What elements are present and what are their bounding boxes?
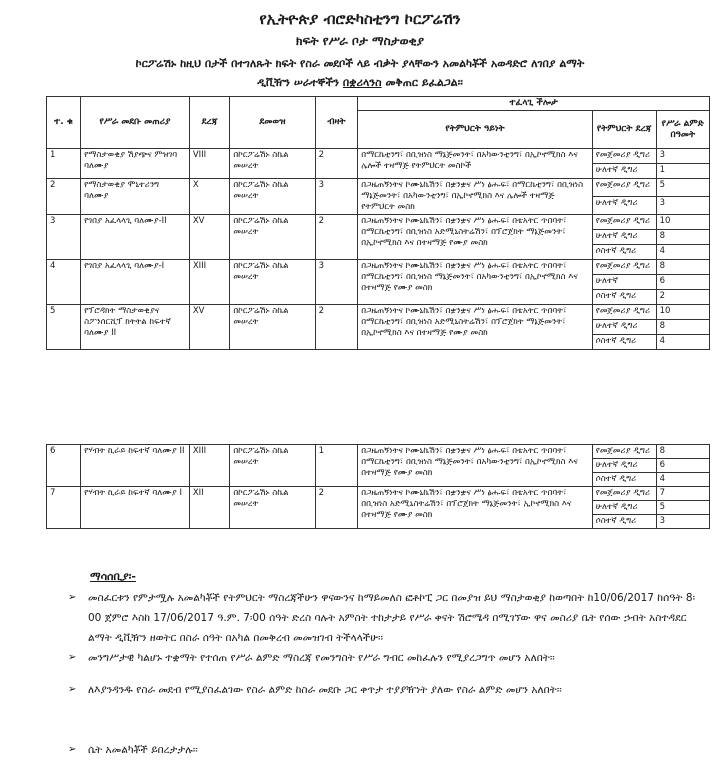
experience-years: 4 — [656, 473, 709, 487]
education-level: ሶስተኛ ዲግሪ — [592, 290, 656, 305]
job-grade: XV — [189, 215, 230, 260]
bullet-icon: ➢ — [68, 652, 77, 663]
job-salary: በኮርፖሬሽኑ ስኬል መሠረት — [230, 179, 315, 215]
education-level: ሶስተኛ ዲግሪ — [592, 515, 656, 529]
education-level: የመጀመሪያ ዲግሪ — [592, 487, 656, 501]
freelance-term: በቋሪላንስ — [342, 76, 382, 89]
col-count: ብዛት — [315, 97, 358, 149]
col-no: ተ. ቁ — [47, 97, 81, 149]
col-experience: የሥራ ልምድ በዓመት — [656, 111, 709, 149]
col-title: የሥራ መደቡ መጠሪያ — [81, 97, 190, 149]
education-level: የመጀመሪያ ዲግሪ — [592, 445, 656, 459]
note-text: ሴት አመልካቾች ይበረታታሉ፡፡ — [88, 744, 198, 756]
job-grade: XIII — [189, 260, 230, 305]
education-level: ሁለተኛ ዲግሪ — [592, 197, 656, 215]
col-level: የትምህርት ደረጃ — [592, 111, 656, 149]
education-level: የመጀመሪያ ዲግሪ — [592, 179, 656, 197]
intro-line-1: ኮርፖሬሽኑ ከዚህ በታች በተገለጹት ክፍት የስራ መደቦች ላይ ብቃት ያላቸውን አመልካቾች አወዳድሮ ለገበያ ልማት — [135, 57, 585, 70]
experience-years: 6 — [656, 459, 709, 473]
note-item — [68, 740, 698, 760]
education-level: የመጀመሪያ ዲግሪ — [592, 260, 656, 275]
education-level: ሶስተኛ ዲግሪ — [592, 245, 656, 260]
experience-years: 3 — [656, 149, 709, 164]
vacancy-table-continued — [46, 444, 710, 529]
education-level: ሁለተኛ ዲግሪ — [592, 230, 656, 245]
education-level: ሶስተኛ ዲግሪ — [592, 473, 656, 487]
education-level: ሶስተኛ ዲግሪ — [592, 335, 656, 350]
job-grade: XII — [189, 487, 230, 529]
table-row — [47, 487, 710, 501]
bullet-icon: ➢ — [68, 684, 77, 695]
education-level: የመጀመሪያ ዲግሪ — [592, 305, 656, 320]
experience-years: 4 — [656, 245, 709, 260]
note-text: መንግሥታዊ ካልሆኑ ተቋማት የተሰጠ የሥራ ልምድ ማስረጃ የመንግስት የሥራ ግብር መከፈሉን የሚያረጋግጥ መሆን አለበት፡፡ — [88, 652, 555, 664]
job-salary: በኮርፖሬሽኑ ስኬል መሠረት — [230, 260, 315, 305]
job-number: 3 — [47, 215, 81, 260]
notes-title: ማሳሰቢያ፡- — [90, 570, 136, 583]
job-field: በጋዜጠኝነትና ኮሙኒኬሽን፣ በቋንቋና ሥነ ፅሑፍ፣ በቴአትር ጥበባት፣ በማርኬቲንግ፣ በቢዝነስ ማኔጅመንት፣ በአካውንቲንግ፣ በኢኮኖሚክስ እና በተዛማጅ የሙያ መስክ — [358, 445, 593, 487]
job-count: 2 — [315, 305, 358, 350]
job-field: በማርኬቲንግ፣ በቢዝነስ ማኔጅመንት፣ በአካውንቲንግ፣ በኢኮኖሚክስ እና ሌሎች ተዛማጅ የትምህርት መስኮች — [358, 149, 592, 179]
job-count: 3 — [315, 179, 358, 215]
job-number: 5 — [47, 305, 81, 350]
experience-years: 8 — [656, 230, 709, 245]
job-number: 7 — [47, 487, 81, 529]
table-row — [47, 305, 710, 320]
note-text: ለእያንዳንዱ የስራ መደብ የሚያስፈልገው የስራ ልምድ ከስራ መደቡ ጋር ቀጥታ ተያያዥነት ያለው የስራ ልምድ መሆን አለበት፡፡ — [88, 684, 562, 696]
experience-years: 7 — [656, 487, 709, 501]
table-row — [47, 260, 710, 275]
job-salary: በኮርፖሬሽኑ ስኬል መሠረት — [230, 445, 315, 487]
job-field: በጋዜጠኝነትና ኮሙኒኬሽን፣ በቋንቋና ሥነ ፅሑፍ፣ በቴአትር ጥበባት፣ በማርኬቲንግ፣ በቢዝነስ አድሚኒስትሬሽን፣ በፕሮጀክት ማኔጅመንት፣ በኢኮኖሚክስ እና በተዛማጅ የሙያ መስክ — [358, 305, 592, 350]
job-grade: XV — [189, 305, 230, 350]
experience-years: 1 — [656, 164, 709, 179]
job-field: በጋዜጠኝነትና ኮሙኒኬሽን፣ በቋንቋና ሥነ ፅሑፍ፣ በማርኬቲንግ፣ በቢዝነስ ማኔጅመንት፣ በአካውንቲንግ፣ በኢኮኖሚክስ እና ሌሎች ተዛማጅ የትምህርት መስክ — [358, 179, 592, 215]
experience-years: 3 — [656, 197, 709, 215]
col-grade: ደረጃ — [189, 97, 230, 149]
job-title: የፕሮዳክት ማስታወቂያና ስፖንሰርሺፕ ክትትል ከፍተኛ ባለሙያ II — [81, 305, 190, 350]
experience-years: 10 — [656, 305, 709, 320]
job-number: 1 — [47, 149, 81, 179]
bullet-icon: ➢ — [68, 744, 77, 755]
job-title: የሃብት ኪራይ ከፍተኛ ባለሙያ II — [81, 445, 190, 487]
job-count: 2 — [315, 215, 358, 260]
job-salary: በኮርፖሬሽኑ ስኬል መሠረት — [230, 149, 315, 179]
organization-title: የኢትዮጵያ ብሮድካስቲንግ ኮርፖሬሽን — [259, 10, 461, 28]
job-salary: በኮርፖሬሽኑ ስኬል መሠረት — [230, 215, 315, 260]
experience-years: 4 — [656, 335, 709, 350]
job-number: 4 — [47, 260, 81, 305]
job-number: 6 — [47, 445, 81, 487]
job-field: በጋዜጠኝነትና ኮሙኒኬሽን፣ በቋንቋና ሥነ ፅሑፍ፣ በቴአትር ጥበባት፣ በቢዝነስ አድሚኒስትሬሽን፣ በፕሮጀክት ማኔጅመንት፣ ኢኮኖሚክስ እና በተዛማጅ የሙያ መስክ — [358, 487, 593, 529]
job-count: 3 — [315, 260, 358, 305]
experience-years: 6 — [656, 275, 709, 290]
job-grade: XIII — [189, 445, 230, 487]
intro-line-2-prefix: ዲቪዥን ሠራተኞችን — [257, 76, 339, 89]
note-item — [68, 648, 698, 668]
table-row — [47, 149, 710, 164]
note-item — [68, 588, 698, 648]
col-salary: ደመወዝ — [230, 97, 315, 149]
vacancy-table-main — [46, 96, 710, 350]
education-level: የመጀመሪያ ዲግሪ — [592, 215, 656, 230]
table-row — [47, 215, 710, 230]
education-level: ሁለተኛ ዲግሪ — [592, 459, 656, 473]
experience-years: 5 — [656, 179, 709, 197]
job-title: የገበያ አፈላላጊ ባለሙያ-II — [81, 215, 190, 260]
experience-years: 10 — [656, 215, 709, 230]
col-requirements: ተፈላጊ ችሎታ — [358, 97, 710, 111]
experience-years: 8 — [656, 445, 709, 459]
experience-years: 8 — [656, 320, 709, 335]
education-level: ሁለተኛ ዲግሪ — [592, 501, 656, 515]
job-field: በጋዜጠኝነትና ኮሙኒኬሽን፣ በቋንቋና ሥነ ፅሑፍ፣ በቴአትር ጥበባት፣ በማርኬቲንግ፣ በቢዝነስ አድሚኒስትሬሽን፣ በፕሮጀክት ማኔጅመንት፣ በኢኮኖሚክስ እና በተዛማጅ የሙያ መስክ — [358, 215, 592, 260]
experience-years: 2 — [656, 290, 709, 305]
education-level: ሁለተኛ ዲግሪ — [592, 164, 656, 179]
job-count: 2 — [315, 149, 358, 179]
job-title: የገበያ አፈላላጊ ባለሙያ-I — [81, 260, 190, 305]
job-count: 1 — [315, 445, 358, 487]
job-salary: በኮርፖሬሽኑ ስኬል መሠረት — [230, 305, 315, 350]
job-grade: X — [189, 179, 230, 215]
announcement-subtitle: ክፍት የሥራ ቦታ ማስታወቂያ — [296, 34, 424, 48]
table-row — [47, 445, 710, 459]
note-text: መስፈርቱን የምታሟሉ አመልካቾች የትምህርት ማስረጃችሁን ዋናውንና ከማይመለስ ፎቶኮፒ ጋር በመያዝ ይህ ማስታወቂያ ከወጣበት ከ10/06/2017 ከሰዓት 8፡00 ጀምሮ እስከ 17/06/2017 ዓ.ም. 7፡00 ሰዓት ድረስ ባሉት አምስት ተከታታይ የሥራ ቀናት ሽሮሜዳ በሚገኘው ዋና መስሪያ ቤት የሰው ኃብት አስተዳደር ልማት ዲቪዥን ዘወትር በስራ ሰዓት በአካል በመቅረብ መመዝገብ ትችላላችሁ፡፡ — [88, 592, 696, 644]
intro-line-2-suffix: መቅጠር ይፈልጋል፡፡ — [385, 76, 463, 89]
education-level: ሁለተኛ — [592, 275, 656, 290]
education-level: ሁለተኛ ዲግሪ — [592, 320, 656, 335]
job-number: 2 — [47, 179, 81, 215]
bullet-icon: ➢ — [68, 592, 77, 603]
job-field: በጋዜጠኝነትና ኮሙኒኬሽን፣ በቋንቋና ሥነ ፅሑፍ፣ በቴአትር ጥበባት፣ በማርኬቲንግ፣ በቢዝነስ ማኔጅመንት፣ በአካውንቲንግ፣ በኢኮኖሚክስ እና በተዛማጅ የሙያ መስክ — [358, 260, 592, 305]
experience-years: 3 — [656, 515, 709, 529]
note-item — [68, 680, 698, 700]
job-grade: VIII — [189, 149, 230, 179]
experience-years: 8 — [656, 260, 709, 275]
job-salary: በኮርፖሬሽኑ ስኬል መሠረት — [230, 487, 315, 529]
intro-line-2 — [0, 76, 720, 90]
education-level: የመጀመሪያ ዲግሪ — [592, 149, 656, 164]
col-field: የትምህርት ዓይነት — [358, 111, 592, 149]
job-count: 2 — [315, 487, 358, 529]
table-row — [47, 179, 710, 197]
experience-years: 5 — [656, 501, 709, 515]
job-title: የማስታወቂያ ሽያጭና ምዝገባ ባለሙያ — [81, 149, 190, 179]
job-title: የማስታወቂያ ሞኒተሪንግ ባለሙያ — [81, 179, 190, 215]
job-title: የሃብት ኪራይ ከፍተኛ ባለሙያ I — [81, 487, 190, 529]
